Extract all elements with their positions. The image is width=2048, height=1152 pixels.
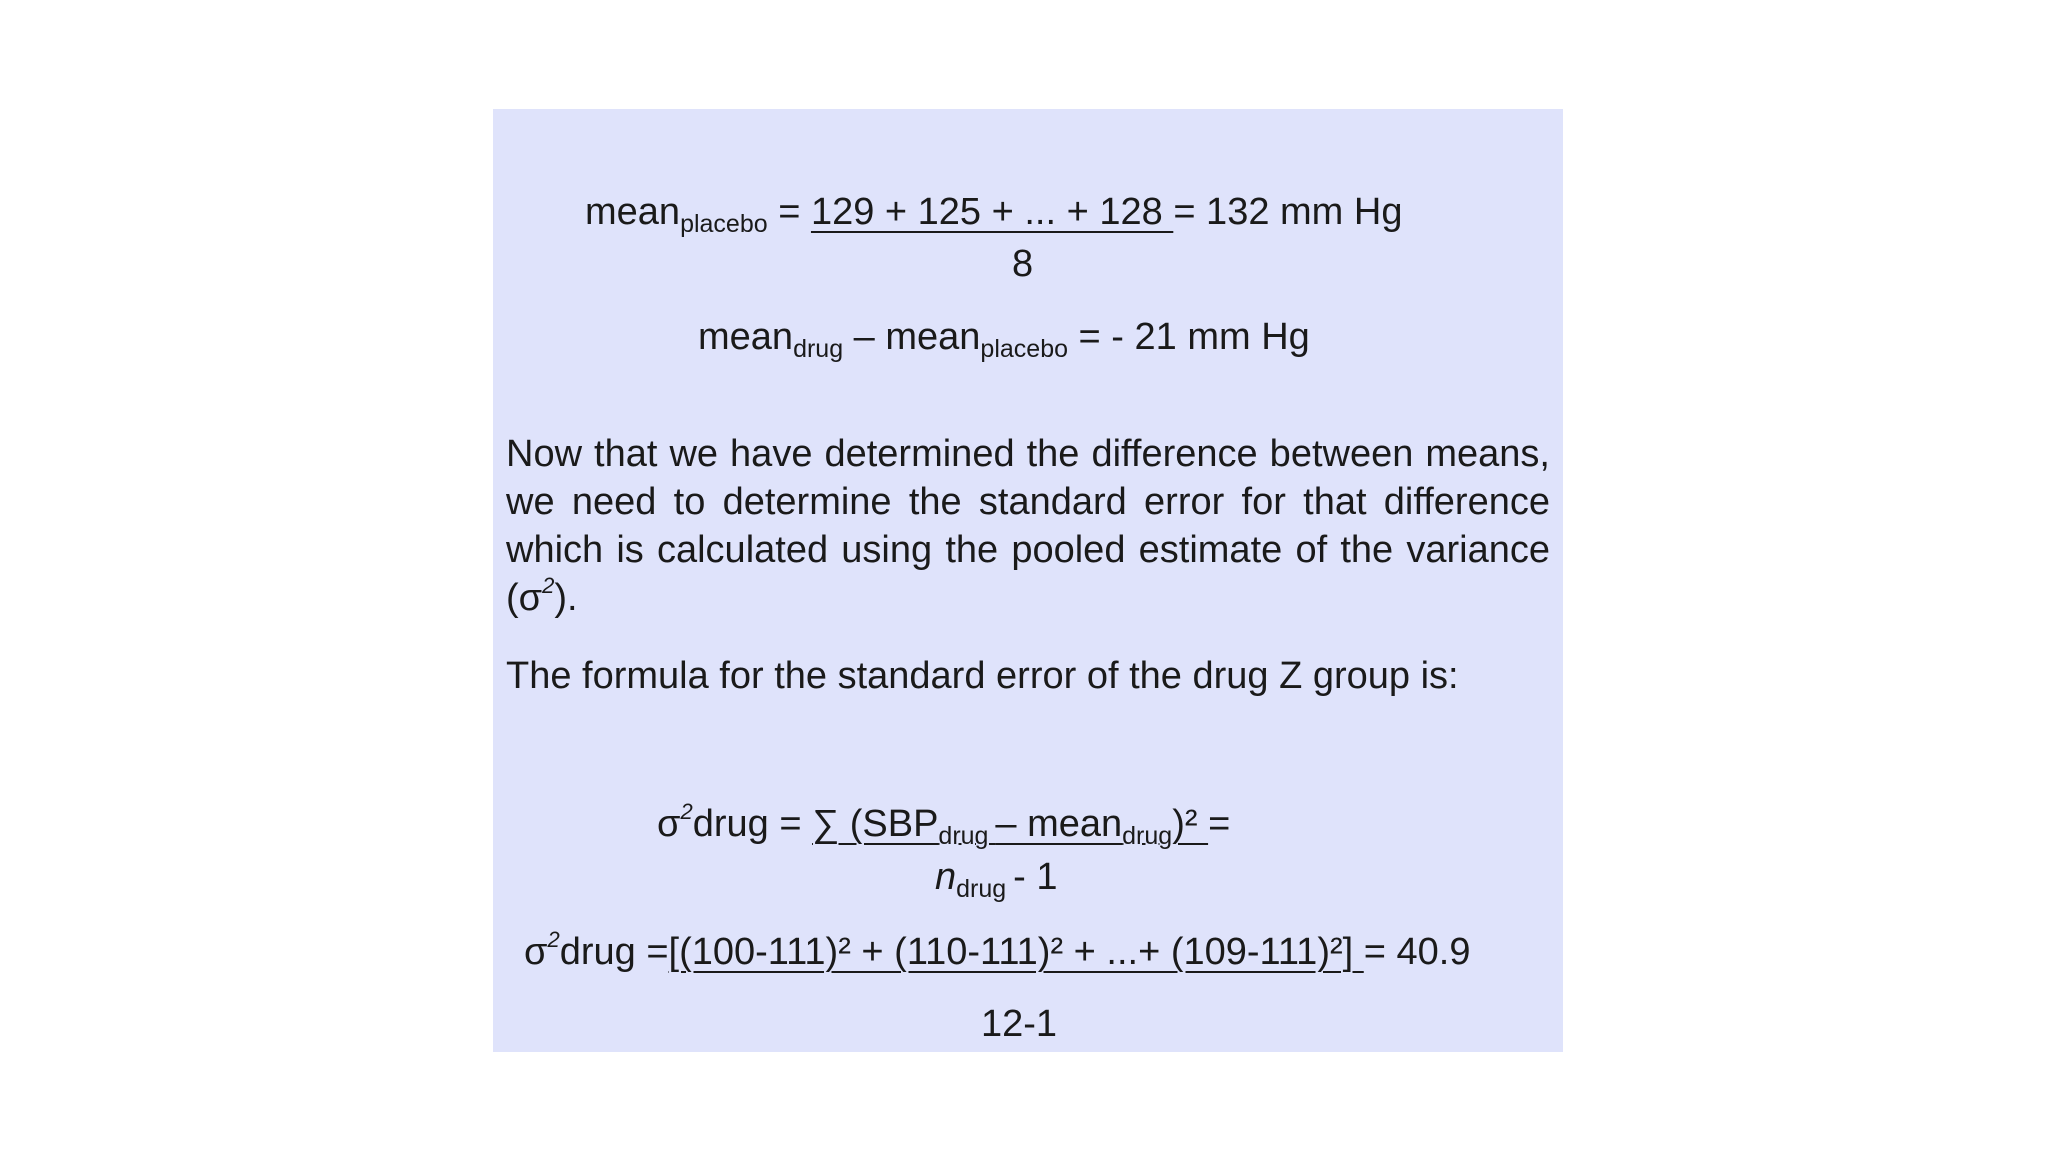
sigma-exponent: 2 <box>542 573 555 598</box>
n-subscript: drug <box>956 875 1014 903</box>
drug-subscript: drug <box>793 335 844 363</box>
squared-term: )² <box>1172 803 1209 845</box>
calculation-numerator: [(100-111)² + (110-111)² + ...+ (109-111)²] <box>668 931 1364 973</box>
sigma-squared-2: 2 <box>547 927 560 952</box>
paragraph-text: Now that we have determined the difference between means, we need to determine the standard error for that difference which is calculated using the pooled estimate of the variance (σ <box>506 433 1550 619</box>
mean-placebo-label: mean <box>885 316 981 358</box>
mean-drug-label: mean <box>698 316 794 358</box>
calculation-denominator: 12-1 <box>981 1003 1058 1045</box>
variance-denominator <box>935 856 1058 903</box>
sigma-symbol: σ <box>657 803 681 845</box>
sbp-subscript: drug <box>938 822 996 850</box>
calculation-lhs: drug = <box>559 931 669 973</box>
difference-result: = - 21 mm Hg <box>1068 316 1310 358</box>
mean-placebo-result: = 132 mm Hg <box>1173 191 1403 233</box>
sum-term: ∑ (SBP <box>812 803 939 845</box>
formula-intro: The formula for the standard error of the drug Z group is: <box>506 655 1459 697</box>
placebo-subscript: placebo <box>680 210 768 238</box>
explanation-paragraph <box>506 430 1550 627</box>
variance-equals: = <box>1208 803 1231 845</box>
placebo-subscript-2: placebo <box>980 335 1068 363</box>
sigma-symbol-2: σ <box>524 931 548 973</box>
n-symbol: n <box>935 856 957 898</box>
variance-lhs: drug = <box>692 803 813 845</box>
sigma-squared: 2 <box>680 799 693 824</box>
paragraph-end: ). <box>554 577 578 619</box>
minus-sign: – <box>843 316 886 358</box>
mean-subscript: drug <box>1122 822 1173 850</box>
variance-formula <box>657 799 1231 850</box>
mean-placebo-numerator: 129 + 125 + ... + 128 <box>810 191 1174 233</box>
minus-one: - 1 <box>1013 856 1058 898</box>
mean-term: – mean <box>995 803 1123 845</box>
equals-sign: = <box>767 191 811 233</box>
variance-calculation <box>524 927 1471 973</box>
variance-numerator <box>812 803 1209 850</box>
mean-placebo-denominator: 8 <box>1012 243 1034 285</box>
calculation-result: = 40.9 <box>1363 931 1471 973</box>
mean-difference-equation <box>698 316 1310 363</box>
mean-placebo-equation <box>585 191 1403 238</box>
mean-label: mean <box>585 191 681 233</box>
